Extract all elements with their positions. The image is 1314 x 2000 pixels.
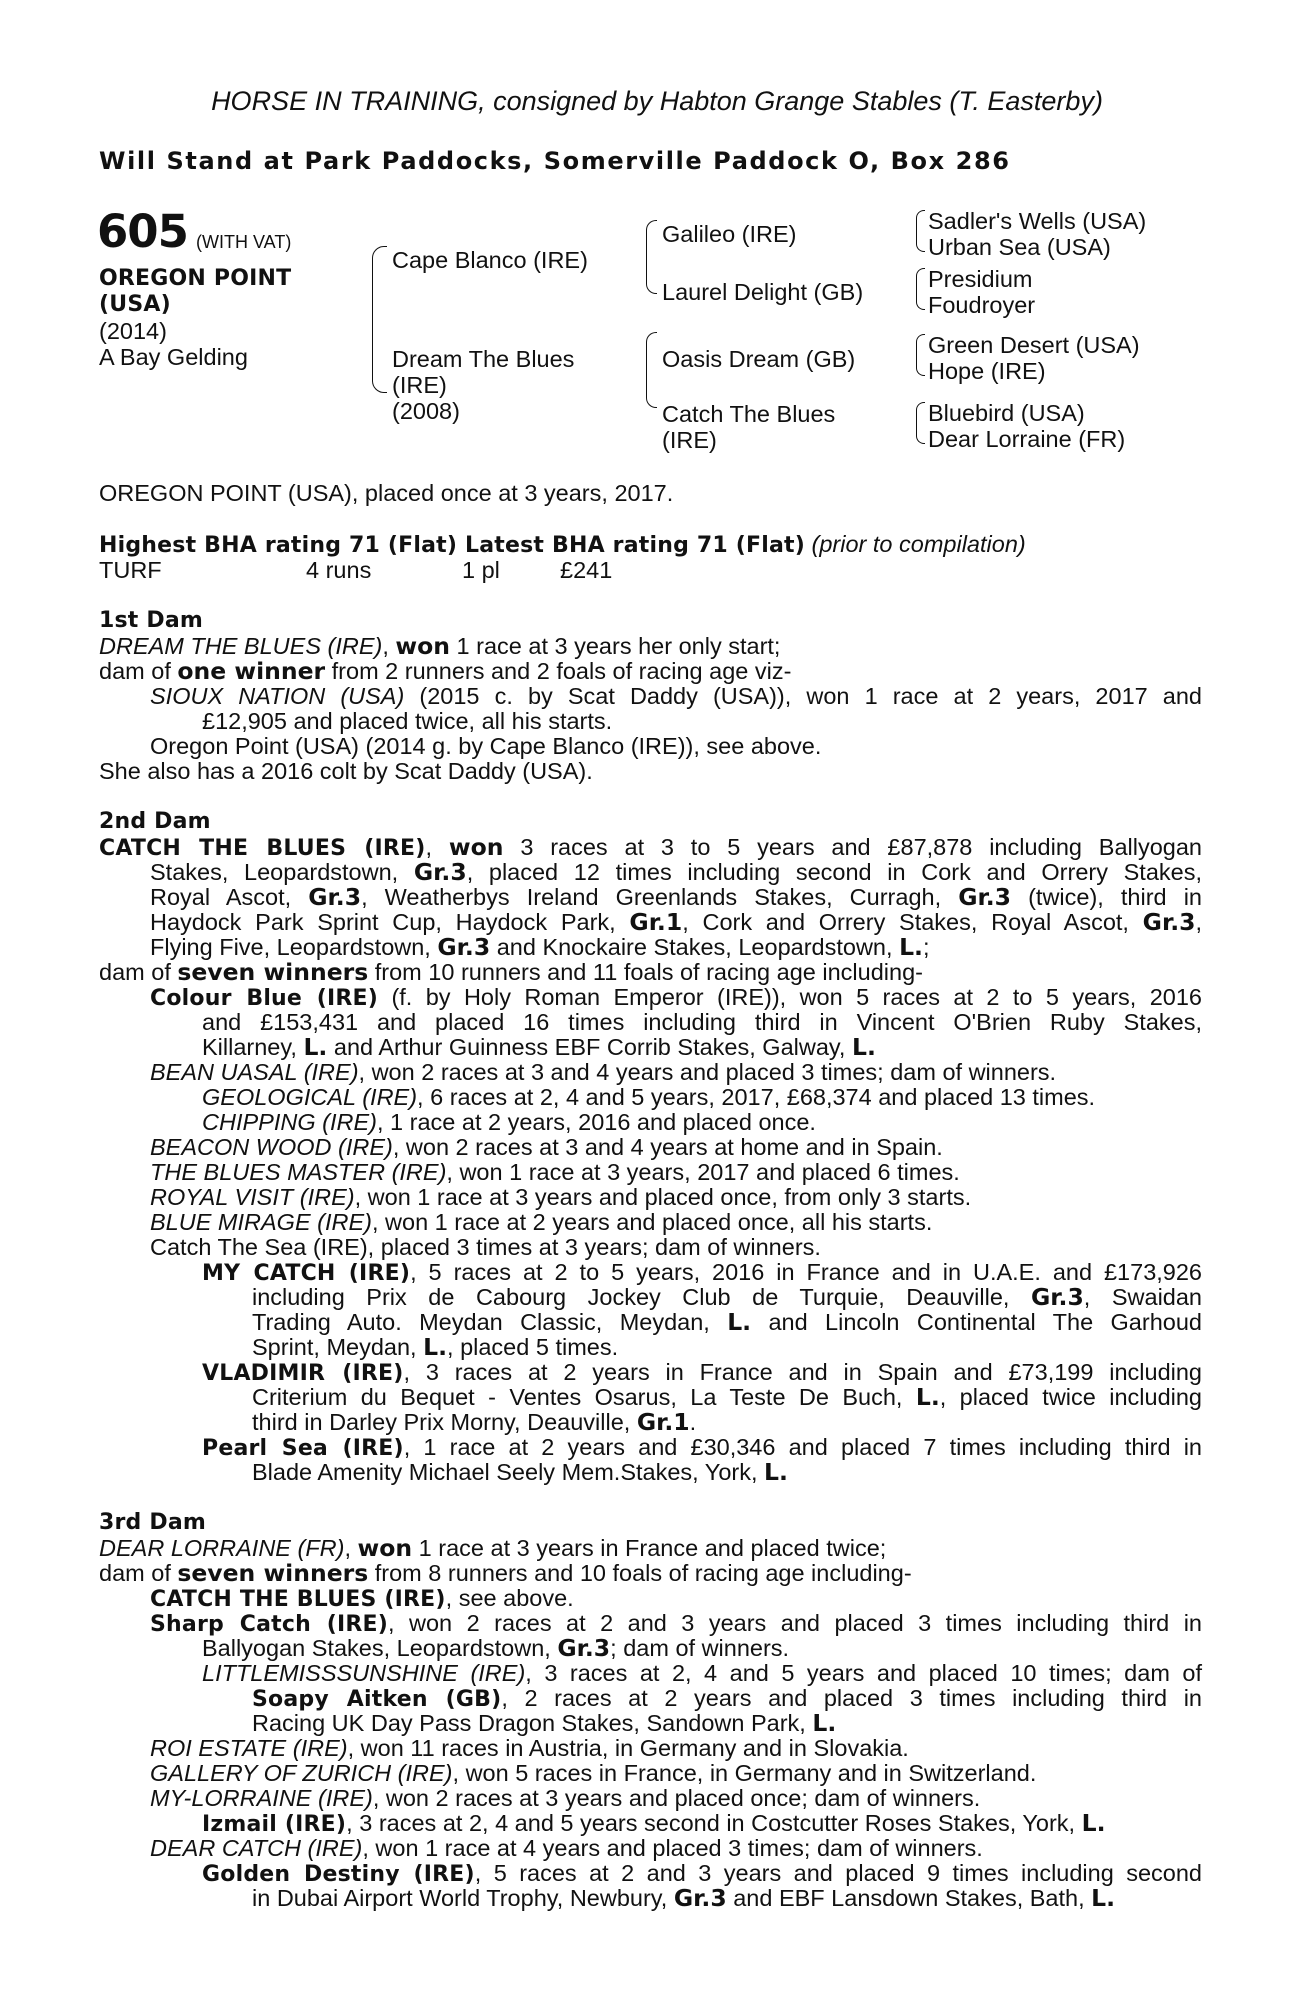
progeny-record: , see above. — [445, 1585, 574, 1611]
dam2-line: and £153,431 and placed 16 times including third in Vincent O'Brien Ruby Stakes, — [202, 1009, 1202, 1035]
lot-number: 605 — [97, 205, 188, 258]
text: (twice), third in — [1011, 884, 1202, 910]
dam3-line — [150, 1785, 980, 1811]
grade: L. — [303, 1033, 328, 1061]
text: Criterium du Bequet - Ventes Osarus, La Teste De Buch, — [252, 1384, 916, 1410]
dam2-line — [252, 1284, 1202, 1310]
dam3-line — [252, 1685, 1202, 1713]
progeny-name: SIOUX NATION (USA) — [150, 683, 405, 709]
dam1-line — [99, 633, 780, 659]
progeny-record: , won 11 races in Austria, in Germany and in Slovakia. — [347, 1735, 909, 1761]
text: Ballyogan Stakes, Leopardstown, — [202, 1635, 558, 1661]
progeny-name: BEACON WOOD (IRE) — [150, 1134, 393, 1160]
progeny-record: , won 2 races at 3 and 4 years at home and in Spain. — [392, 1134, 943, 1160]
pedigree-dam-country: (IRE) — [392, 372, 447, 398]
text: third in Darley Prix Morny, Deauville, — [252, 1409, 637, 1435]
progeny-record: , won 1 race at 2 years and placed once, all his starts. — [371, 1209, 933, 1235]
progeny-record: , 5 races at 2 to 5 years, 2016 in France and in U.A.E. and £173,926 — [410, 1259, 1203, 1285]
turf-runs: 4 runs — [306, 557, 372, 583]
rating-note: (prior to compilation) — [811, 531, 1026, 557]
dam2-line — [150, 1134, 943, 1160]
progeny-name: Pearl Sea (IRE) — [202, 1436, 404, 1461]
grade: Gr.3 — [413, 858, 467, 886]
grade: L. — [727, 1308, 752, 1336]
text: , placed twice including — [939, 1384, 1203, 1410]
dam3-sep: , — [344, 1535, 358, 1561]
progeny-record: , 3 races at 2, 4 and 5 years second in Costcutter Roses Stakes, York, — [346, 1810, 1082, 1836]
pedigree-sdd: Foudroyer — [928, 292, 1036, 318]
winners-count: one winner — [177, 657, 326, 685]
grade: Gr.1 — [636, 1408, 690, 1436]
winners-count: seven winners — [177, 958, 369, 986]
progeny-name: Soapy Aitken (GB) — [252, 1687, 502, 1712]
progeny-name: CHIPPING (IRE) — [202, 1109, 377, 1135]
dam2-line — [150, 884, 1202, 910]
grade: L. — [812, 1709, 837, 1737]
pedigree-dsd: Hope (IRE) — [928, 358, 1046, 384]
dam1-heading: 1st Dam — [99, 608, 204, 633]
progeny-record: , 3 races at 2 years in France and in Spain and £73,199 including — [403, 1359, 1202, 1385]
dam2-line — [252, 1309, 1202, 1335]
race-summary: OREGON POINT (USA), placed once at 3 years, 2017. — [99, 480, 674, 506]
dam2-line — [202, 1109, 816, 1135]
pedigree-sds: Presidium — [928, 266, 1033, 292]
pedigree-dam-year: (2008) — [392, 398, 460, 424]
progeny-name: Izmail (IRE) — [202, 1812, 347, 1837]
dam3-line — [150, 1735, 909, 1761]
grade: Gr.3 — [308, 883, 362, 911]
pedigree-sire-dam: Laurel Delight (GB) — [662, 279, 864, 305]
progeny-record: , won 5 races in France, in Germany and in Switzerland. — [452, 1760, 1037, 1786]
progeny-record: , won 1 race at 3 years, 2017 and placed 6 times. — [446, 1159, 960, 1185]
dam2-line — [150, 859, 1202, 885]
pedigree-dss: Green Desert (USA) — [928, 332, 1140, 358]
grade: L. — [1081, 1809, 1106, 1837]
dam2-line — [202, 1434, 1202, 1462]
dam2-heading: 2nd Dam — [99, 809, 211, 834]
dam2-line — [99, 959, 923, 985]
progeny-record: , 1 race at 2 years and £30,346 and placed 7 times including third in — [403, 1434, 1202, 1460]
dam1-record: 1 race at 3 years her only start; — [450, 633, 781, 659]
progeny-name: MY CATCH (IRE) — [202, 1261, 411, 1286]
progeny-record: , won 2 races at 3 and 4 years and placed 3 times; dam of winners. — [358, 1059, 1057, 1085]
progeny-name: Golden Destiny (IRE) — [202, 1862, 475, 1887]
text: , — [1195, 909, 1203, 935]
dam2-line — [202, 1084, 1095, 1110]
dam3-line — [202, 1635, 789, 1661]
dam1-line: Oregon Point (USA) (2014 g. by Cape Blanco (IRE)), see above. — [150, 733, 822, 759]
pedigree-brace-3b — [916, 268, 925, 310]
dam2-line — [252, 1409, 696, 1435]
text: Racing UK Day Pass Dragon Stakes, Sandown Park, — [252, 1710, 813, 1736]
dam2-won: won — [448, 833, 504, 861]
grade: Gr.3 — [557, 1634, 611, 1662]
progeny-name: MY-LORRAINE (IRE) — [150, 1785, 373, 1811]
grade: L. — [1091, 1884, 1116, 1912]
dam3-heading: 3rd Dam — [99, 1510, 206, 1535]
progeny-name: BEAN UASAL (IRE) — [150, 1059, 359, 1085]
dam1-name: DREAM THE BLUES (IRE) — [99, 633, 383, 659]
dam2-record: 3 races at 3 to 5 years and £87,878 including Ballyogan — [503, 834, 1202, 860]
dam3-line — [99, 1560, 912, 1586]
text: Sprint, Meydan, — [252, 1334, 424, 1360]
winners-count: seven winners — [177, 1559, 369, 1587]
text: from 2 runners and 2 foals of racing age viz- — [325, 658, 792, 684]
dam3-line — [252, 1885, 1115, 1911]
text: ; — [922, 934, 930, 960]
pedigree-brace-3c — [916, 334, 925, 376]
turf-prize: £241 — [560, 557, 613, 583]
dam2-line — [150, 984, 1202, 1012]
dam1-won: won — [395, 632, 450, 660]
text: from 10 runners and 11 foals of racing age including- — [368, 959, 923, 985]
grade: Gr.3 — [958, 883, 1012, 911]
rating-line — [99, 531, 1026, 559]
progeny-name: GEOLOGICAL (IRE) — [202, 1084, 418, 1110]
grade: Gr.3 — [437, 933, 491, 961]
text: and Knockaire Stakes, Leopardstown, — [490, 934, 900, 960]
pedigree-dam-dam-country: (IRE) — [662, 427, 717, 453]
grade: L. — [915, 1383, 940, 1411]
text: Blade Amenity Michael Seely Mem.Stakes, York, — [252, 1459, 765, 1485]
dam3-line — [150, 1610, 1202, 1638]
dam2-line — [252, 1384, 1202, 1410]
progeny-record: , 3 races at 2, 4 and 5 years and placed 10 times; dam of — [525, 1660, 1202, 1686]
turf-surface: TURF — [99, 557, 162, 583]
grade: L. — [899, 933, 923, 961]
dam1-line — [150, 683, 1202, 709]
text: dam of — [99, 1560, 178, 1586]
progeny-name: BLUE MIRAGE (IRE) — [150, 1209, 372, 1235]
dam3-line — [202, 1660, 1202, 1686]
pedigree-brace-3a — [916, 210, 925, 252]
progeny-name: THE BLUES MASTER (IRE) — [150, 1159, 447, 1185]
dam3-line — [99, 1535, 886, 1561]
text: dam of — [99, 658, 178, 684]
pedigree-dam-dam: Catch The Blues — [662, 401, 836, 427]
turf-placed: 1 pl — [462, 557, 500, 583]
text: and Lincoln Continental The Garhoud — [751, 1309, 1202, 1335]
dam1-line: £12,905 and placed twice, all his starts. — [202, 708, 613, 734]
progeny-record: , won 2 races at 2 and 3 years and placed 3 times including third in — [388, 1610, 1202, 1636]
horse-year: (2014) — [99, 318, 167, 344]
progeny-record: , 6 races at 2, 4 and 5 years, 2017, £68,374 and placed 13 times. — [417, 1084, 1096, 1110]
text: . — [689, 1409, 697, 1435]
text: , Weatherbys Ireland Greenlands Stakes, Curragh, — [361, 884, 959, 910]
dam2-line — [150, 1209, 932, 1235]
grade: L. — [423, 1333, 448, 1361]
location-line: Will Stand at Park Paddocks, Somerville Paddock O, Box 286 — [99, 147, 1011, 175]
pedigree-ssd: Urban Sea (USA) — [928, 234, 1111, 260]
grade: Gr.3 — [673, 1884, 727, 1912]
grade: L. — [851, 1033, 876, 1061]
dam2-line: Catch The Sea (IRE), placed 3 times at 3 years; dam of winners. — [150, 1234, 821, 1260]
grade: Gr.1 — [629, 908, 683, 936]
progeny-name: VLADIMIR (IRE) — [202, 1361, 404, 1386]
dam1-line — [99, 658, 791, 684]
grade: Gr.3 — [1142, 908, 1196, 936]
dam2-line — [252, 1334, 618, 1360]
dam2-line — [150, 1059, 1056, 1085]
grade: L. — [764, 1458, 788, 1486]
text: from 8 runners and 10 foals of racing age including- — [368, 1560, 912, 1586]
dam2-line — [150, 934, 930, 960]
progeny-record: , 2 races at 2 years and placed 3 times including third in — [501, 1685, 1203, 1711]
pedigree-ddd: Dear Lorraine (FR) — [928, 426, 1126, 452]
progeny-name: Colour Blue (IRE) — [150, 986, 379, 1011]
text: and Arthur Guinness EBF Corrib Stakes, Galway, — [327, 1034, 852, 1060]
progeny-record: (f. by Holy Roman Emperor (IRE)), won 5 races at 2 to 5 years, 2016 — [378, 984, 1202, 1010]
pedigree-brace-2a — [646, 220, 657, 294]
progeny-name: GALLERY OF ZURICH (IRE) — [150, 1760, 453, 1786]
text: Royal Ascot, — [150, 884, 309, 910]
progeny-name: CATCH THE BLUES (IRE) — [150, 1587, 446, 1612]
vat-label: (WITH VAT) — [196, 232, 292, 252]
text: in Dubai Airport World Trophy, Newbury, — [252, 1885, 674, 1911]
horse-description: A Bay Gelding — [99, 344, 248, 370]
text: Flying Five, Leopardstown, — [150, 934, 438, 960]
dam3-line — [202, 1810, 1106, 1838]
progeny-record: (2015 c. by Scat Daddy (USA)), won 1 race at 2 years, 2017 and — [404, 683, 1202, 709]
dam2-line — [202, 1359, 1202, 1387]
text: , placed 12 times including second in Cork and Orrery Stakes, — [466, 859, 1202, 885]
text: Killarney, — [202, 1034, 304, 1060]
grade: Gr.3 — [1030, 1283, 1084, 1311]
text: Trading Auto. Meydan Classic, Meydan, — [252, 1309, 728, 1335]
dam3-line — [150, 1835, 983, 1861]
horse-country: (USA) — [99, 292, 171, 317]
dam2-line — [202, 1034, 876, 1060]
text: , Swaidan — [1083, 1284, 1202, 1310]
progeny-name: DEAR CATCH (IRE) — [150, 1835, 363, 1861]
dam1-sep: , — [382, 633, 396, 659]
dam2-line — [150, 1159, 960, 1185]
dam2-line — [252, 1459, 788, 1485]
text: Haydock Park Sprint Cup, Haydock Park, — [150, 909, 630, 935]
dam2-line — [99, 834, 1202, 862]
pedigree-sss: Sadler's Wells (USA) — [928, 208, 1147, 234]
progeny-name: ROYAL VISIT (IRE) — [150, 1184, 355, 1210]
pedigree-sire: Cape Blanco (IRE) — [392, 247, 588, 273]
text: ; dam of winners. — [610, 1635, 790, 1661]
text: Stakes, Leopardstown, — [150, 859, 414, 885]
pedigree-dam: Dream The Blues — [392, 346, 575, 372]
text: , placed 5 times. — [447, 1334, 619, 1360]
dam3-record: 1 race at 3 years in France and placed twice; — [412, 1535, 887, 1561]
progeny-record: , won 1 race at 4 years and placed 3 times; dam of winners. — [362, 1835, 983, 1861]
dam3-line — [252, 1710, 836, 1736]
rating-values: Highest BHA rating 71 (Flat) Latest BHA rating 71 (Flat) — [99, 533, 805, 558]
progeny-name: Sharp Catch (IRE) — [150, 1612, 389, 1637]
progeny-record: , 1 race at 2 years, 2016 and placed once. — [376, 1109, 816, 1135]
pedigree-brace-3d — [916, 402, 925, 444]
text: and EBF Lansdown Stakes, Bath, — [726, 1885, 1092, 1911]
pedigree-sire-sire: Galileo (IRE) — [662, 221, 797, 247]
progeny-record: , won 2 races at 3 years and placed once; dam of winners. — [372, 1785, 981, 1811]
page-title: HORSE IN TRAINING, consigned by Habton Grange Stables (T. Easterby) — [211, 86, 1103, 116]
pedigree-dds: Bluebird (USA) — [928, 400, 1085, 426]
dam2-line — [150, 909, 1202, 935]
pedigree-brace-2b — [646, 332, 657, 408]
text: , Cork and Orrery Stakes, Royal Ascot, — [682, 909, 1143, 935]
dam2-sep: , — [425, 834, 449, 860]
text: dam of — [99, 959, 178, 985]
horse-name: OREGON POINT — [99, 266, 292, 291]
progeny-name: ROI ESTATE (IRE) — [150, 1735, 348, 1761]
progeny-name: LITTLEMISSSUNSHINE (IRE) — [202, 1660, 526, 1686]
dam3-line — [150, 1760, 1036, 1786]
dam3-name: DEAR LORRAINE (FR) — [99, 1535, 345, 1561]
dam2-name: CATCH THE BLUES (IRE) — [99, 836, 426, 861]
dam3-won: won — [357, 1534, 413, 1562]
pedigree-brace-1 — [372, 246, 387, 393]
dam1-line: She also has a 2016 colt by Scat Daddy (USA). — [99, 758, 593, 784]
text: including Prix de Cabourg Jockey Club de Turquie, Deauville, — [252, 1284, 1031, 1310]
pedigree-dam-sire: Oasis Dream (GB) — [662, 346, 856, 372]
progeny-record: , won 1 race at 3 years and placed once, from only 3 starts. — [354, 1184, 972, 1210]
dam2-line — [150, 1184, 971, 1210]
dam3-line — [150, 1585, 574, 1613]
progeny-record: , 5 races at 2 and 3 years and placed 9 times including second — [474, 1860, 1202, 1886]
